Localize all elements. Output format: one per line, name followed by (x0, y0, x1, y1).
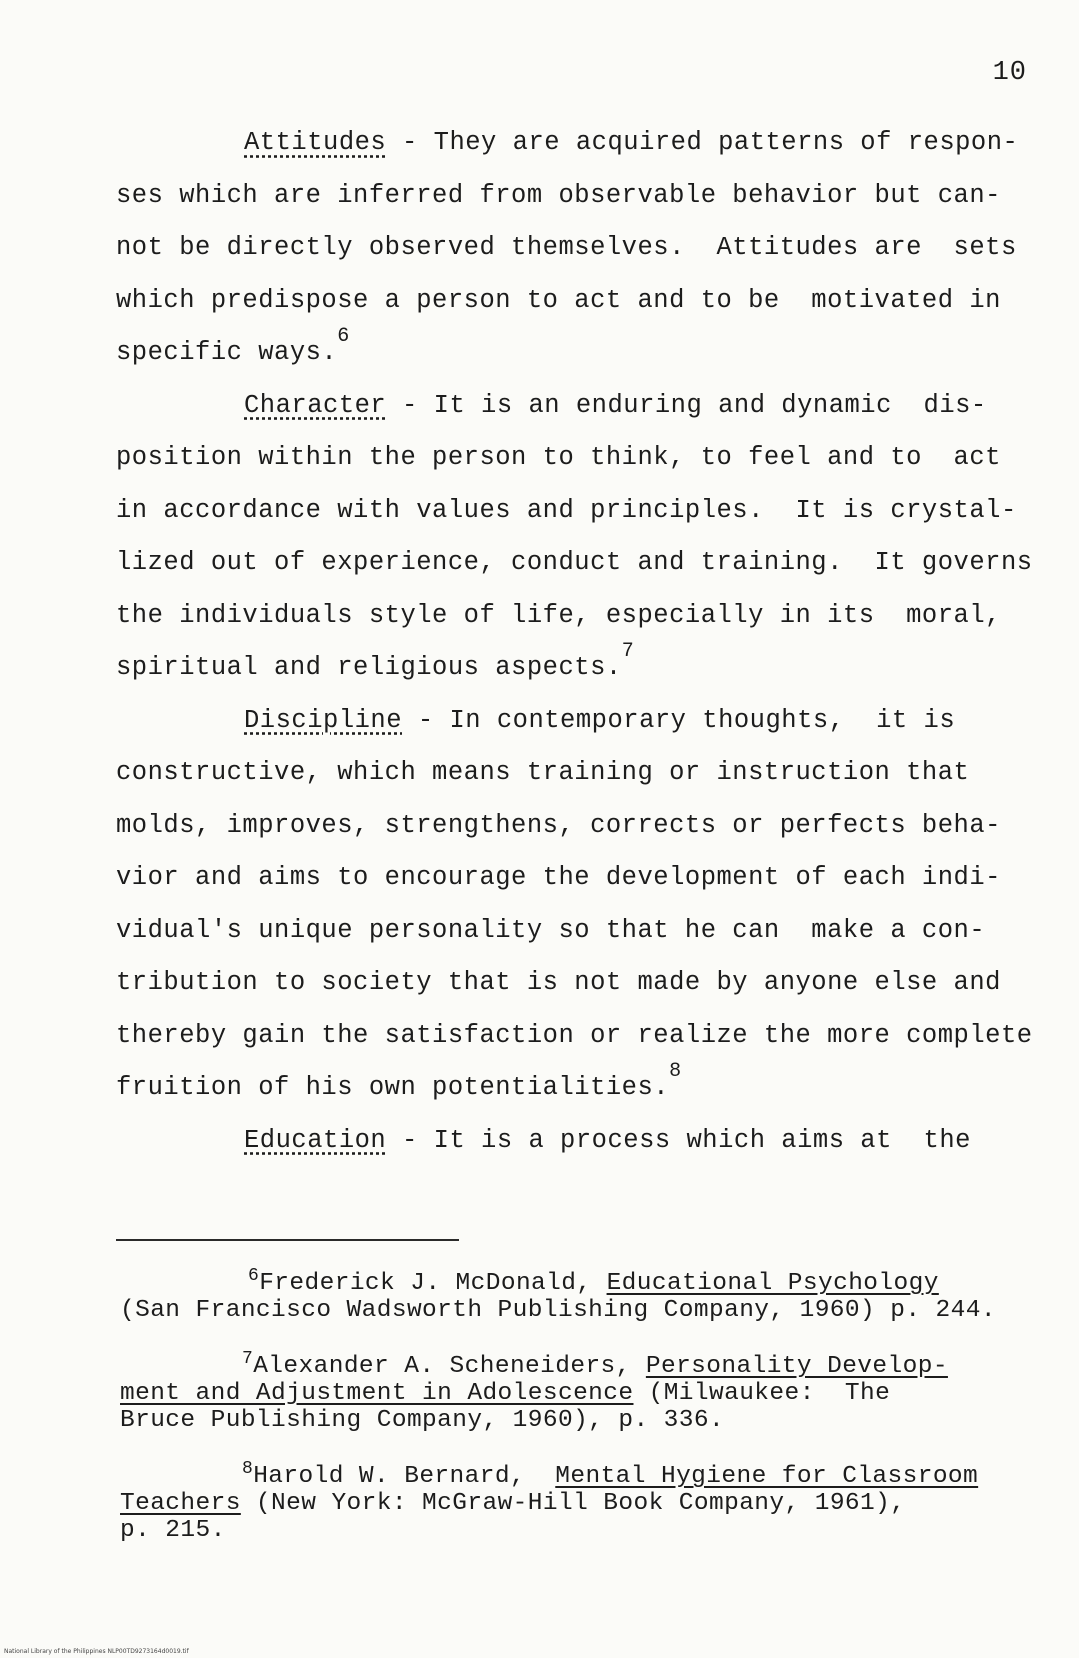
paragraph-line: which predispose a person to act and to be motivated in (116, 285, 1001, 315)
paragraph-line: Character - It is an enduring and dynamic dis- (244, 390, 987, 420)
body-text (116, 117, 1046, 1167)
footnote-8: $^8$Harold W. Bernard, Mental Hygiene for Classroom Teachers (New York: McGraw-Hill Book Company, 1961), p. 215. (120, 1459, 979, 1544)
paragraph-line: Attitudes - They are acquired patterns of respon- (244, 128, 1019, 157)
paragraph-line: molds, improves, strengthens, corrects or perfects beha- (116, 810, 1001, 840)
paragraph-line: in accordance with values and principles. It is crystal- (116, 495, 1017, 525)
footnotes (120, 1263, 1060, 1566)
footnote-ref: 7 (621, 640, 635, 663)
footnote-7: $^7$Alexander A. Scheneiders, Personality Develop- ment and Adjustment in Adolescence (Milwaukee: The Bruce Publishing Company, 1960), p. 336. (120, 1349, 948, 1434)
paragraph-line: thereby gain the satisfaction or realize the more complete (116, 1020, 1033, 1050)
paragraph-line: the individuals style of life, especially in its moral, (116, 600, 1001, 630)
paragraph-line: not be directly observed themselves. Attitudes are sets (116, 233, 1017, 262)
paragraph-line: lized out of experience, conduct and training. It governs (116, 548, 1033, 577)
paragraph-line: Education - It is a process which aims at the (244, 1125, 971, 1155)
paragraph-line: tribution to society that is not made by anyone else and (116, 968, 1001, 997)
footnote-6: $^6$Frederick J. McDonald, Educational Psychology (San Francisco Wadsworth Publishing Company, 1960) p. 244. (120, 1266, 996, 1324)
term-attitudes: Attitudes (244, 128, 387, 157)
term-education: Education (244, 1125, 387, 1155)
paragraph-line: fruition of his own potentialities.$^8$ (116, 1060, 682, 1102)
paragraph-line: Discipline - In contemporary thoughts, it is (244, 705, 956, 735)
term-discipline: Discipline (244, 705, 403, 735)
paragraph-line: position within the person to think, to feel and to act (116, 443, 1001, 472)
footnote-divider (116, 1239, 459, 1241)
paragraph-line: specific ways.$^6$ (116, 325, 350, 367)
paragraph-line: ses which are inferred from observable behavior but can- (116, 180, 1001, 210)
archive-stamp: National Library of the Philippines NLP00TD9273164d0019.tif (4, 1648, 189, 1655)
paragraph-line: constructive, which means training or instruction that (116, 758, 970, 787)
term-character: Character (244, 390, 387, 420)
paragraph-line: vior and aims to encourage the development of each indi- (116, 863, 1001, 892)
footnote-ref: 8 (669, 1060, 682, 1083)
footnote-ref: 6 (337, 325, 350, 348)
page-number: 10 (992, 58, 1027, 88)
paragraph-line: spiritual and religious aspects.$^7$ (116, 640, 635, 682)
paragraph-line: vidual's unique personality so that he can make a con- (116, 915, 986, 945)
